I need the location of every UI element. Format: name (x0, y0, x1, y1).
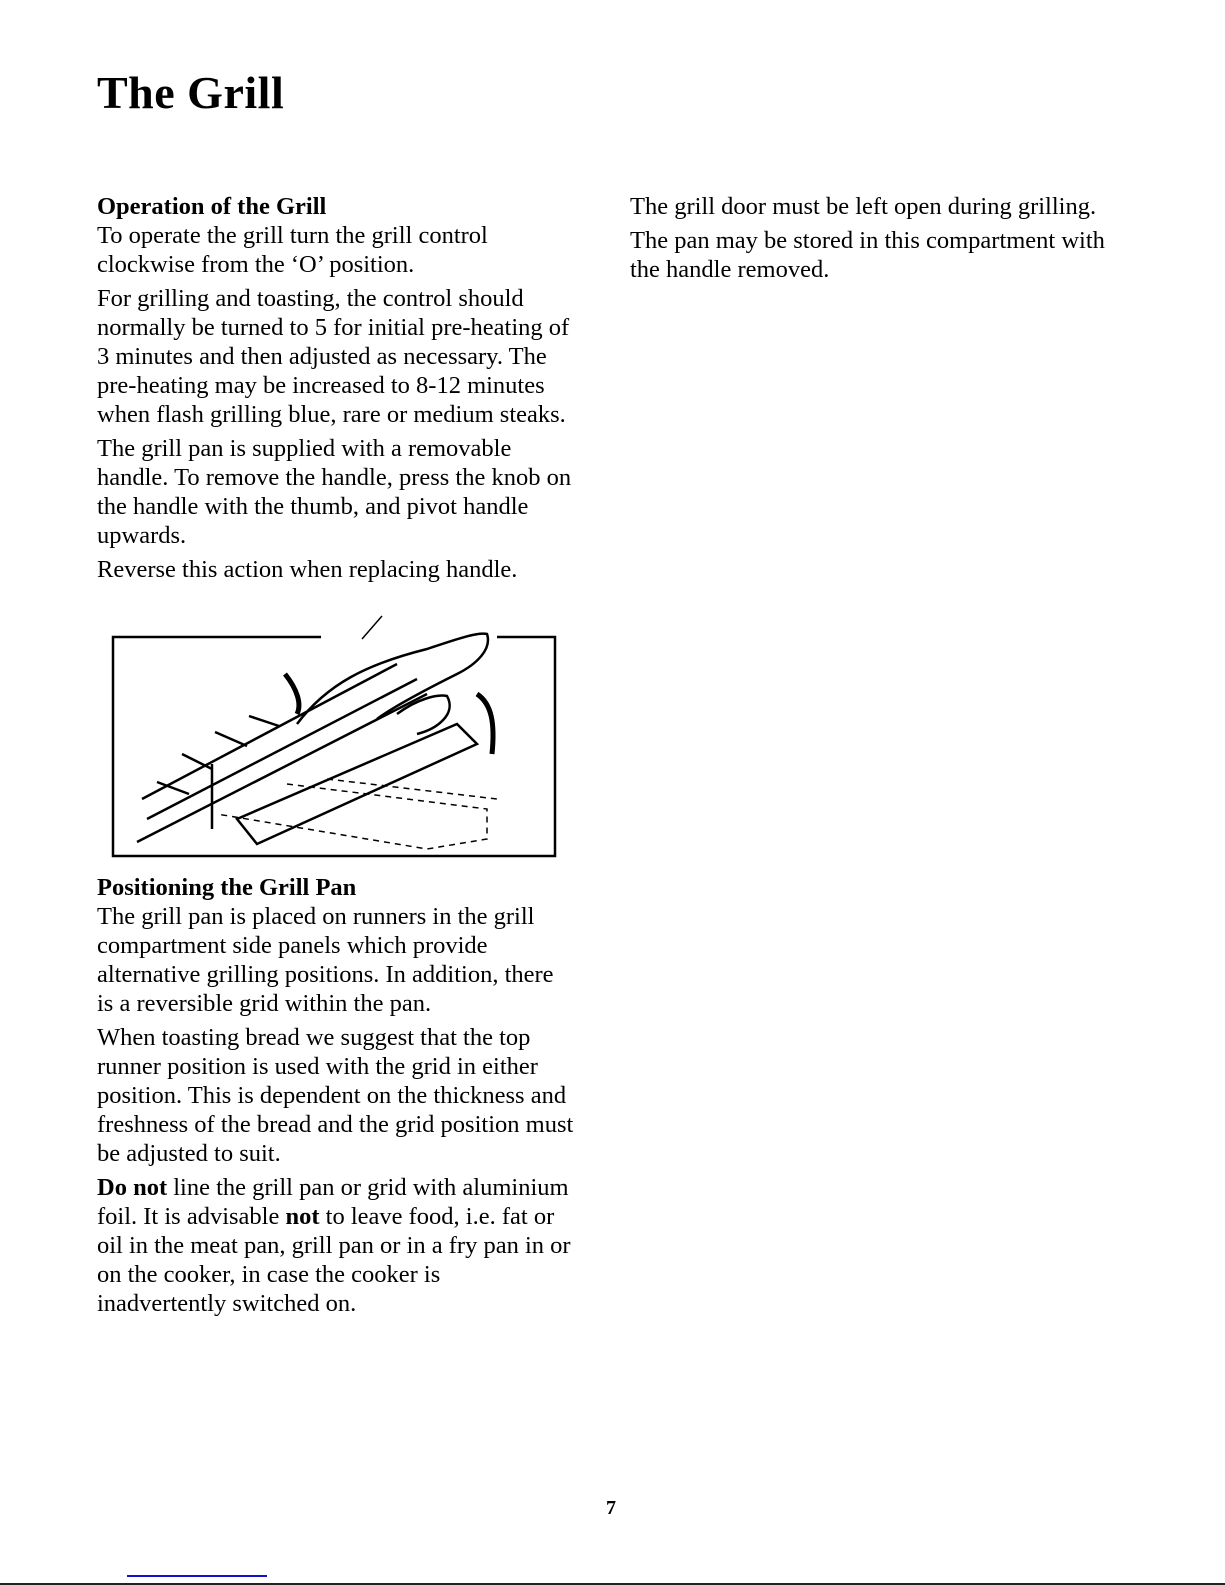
grill-handle-illustration (97, 604, 575, 859)
text: line the grill pan or grid with aluminium foil. It is advisable (97, 1174, 569, 1230)
page-title: The Grill (97, 67, 285, 118)
text: to leave food, i.e. fat or oil in the meat pan, grill pan or in a fry pan in or on the cooker, in case the cooker is inadvertently switched on. (97, 1203, 571, 1317)
paragraph: The pan may be stored in this compartment with the handle removed. (630, 227, 1105, 283)
paragraph: To operate the grill turn the grill control clockwise from the ‘O’ position. (97, 222, 488, 278)
paragraph: The grill pan is placed on runners in the grill compartment side panels which provide alternative grilling positions. In addition, there is a reversible grid within the pan. (97, 903, 554, 1017)
right-column (630, 192, 1110, 289)
paragraph: The grill door must be left open during grilling. (630, 193, 1097, 220)
paragraph: Reverse this action when replacing handle. (97, 556, 518, 583)
section-heading-positioning: Positioning the Grill Pan (97, 874, 357, 901)
grill-pan-handle-drawing (97, 604, 575, 859)
bold-text: Do not (97, 1174, 168, 1201)
bold-text: not (285, 1203, 320, 1230)
paragraph: The grill pan is supplied with a removable handle. To remove the handle, press the knob on the handle with the thumb, and pivot handle upwards. (97, 435, 572, 549)
paragraph: When toasting bread we suggest that the top runner position is used with the grid in either position. This is dependent on the thickness and freshness of the bread and the grid position must be adjusted to suit. (97, 1024, 574, 1167)
page-number: 7 (606, 1497, 616, 1519)
left-column (97, 192, 575, 1323)
scan-mark-line (127, 1575, 267, 1577)
paragraph: For grilling and toasting, the control should normally be turned to 5 for initial pre-heating of 3 minutes and then adjusted as necessary. The pre-heating may be increased to 8-12 minutes when flash grilling blue, rare or medium steaks. (97, 285, 570, 428)
warning-paragraph (97, 1173, 575, 1318)
section-heading-operation: Operation of the Grill (97, 193, 327, 220)
